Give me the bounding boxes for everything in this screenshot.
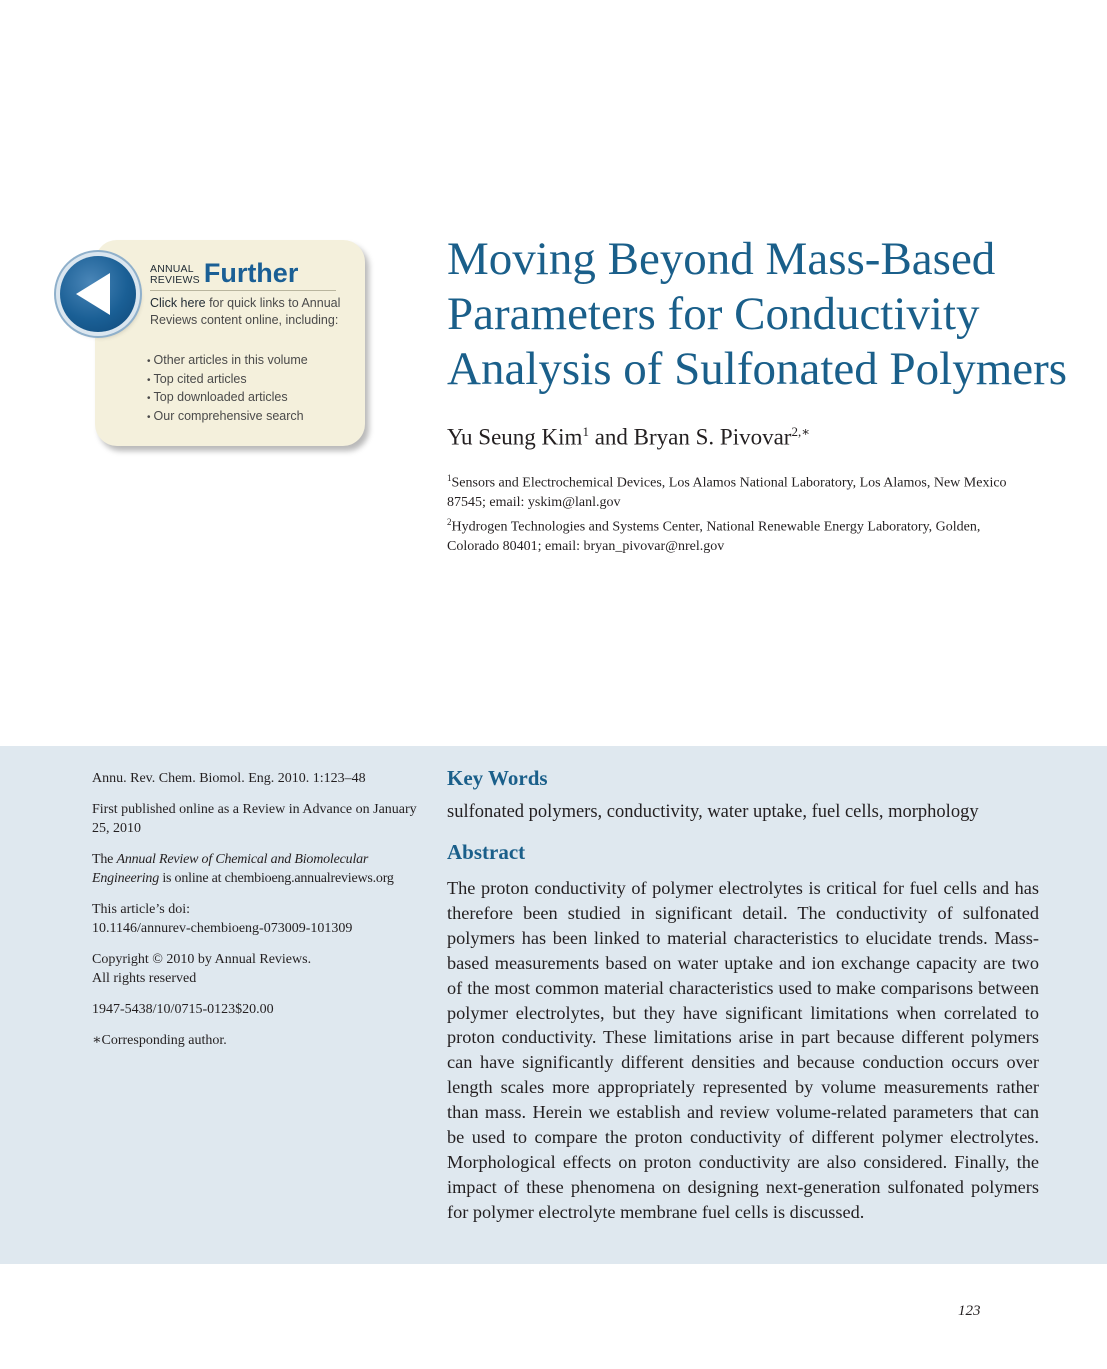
further-label: Further (203, 258, 299, 288)
abstract-text: The proton conductivity of polymer electrolytes is critical for fuel cells and has therefore been studied in significant detail. The conductivity of sulfonated polymers has been linked to material characteristics to elucidate trends. Mass-based measurements based on water uptake and ion exchange capacity are two of the most common material characteristics used to make comparisons between polymer electrolytes, but they have significant limitations when correlated to proton conductivity. These limitations arise in part because different polymers can have significantly different densities and because conduction occurs over length scales more appropriately represented by volume measurements rather than mass. Herein we establish and review volume-related parameters that can be used to compare the proton conductivity of different polymer electrolytes. Morphological effects on proton conductivity are also considered. Finally, the impact of these phenomena on designing next-generation sulfonated polymers for polymer electrolyte membrane fuel cells is discussed. (447, 878, 1039, 1222)
further-link-item[interactable]: • Other articles in this volume (147, 352, 308, 371)
annual-reviews-label: ANNUAL REVIEWS (150, 263, 200, 286)
abstract-heading: Abstract (447, 840, 526, 864)
further-link-item[interactable]: • Top cited articles (147, 371, 308, 390)
corresponding-author-note: ∗Corresponding author. (92, 1033, 227, 1048)
citation: Annu. Rev. Chem. Biomol. Eng. 2010. 1:123–48 (92, 771, 366, 786)
first-published: First published online as a Review in Advance on January 25, 2010 (92, 802, 417, 836)
publication-sidebar (92, 769, 427, 1062)
click-here-link[interactable]: Click here (150, 296, 206, 310)
further-link-item[interactable]: • Our comprehensive search (147, 408, 308, 427)
doi: This article’s doi: 10.1146/annurev-chembioeng-073009-101309 (92, 902, 353, 936)
further-link-item[interactable]: • Top downloaded articles (147, 389, 308, 408)
author-name: Bryan S. Pivovar (633, 424, 792, 450)
affiliation: $^1$Sensors and Electrochemical Devices, Los Alamos National Laboratory, Los Alamos, New Mexico 87545; email: yskim@lanl.gov (447, 473, 1007, 510)
journal-info: The Annual Review of Chemical and Biomolecular Engineering is online at chembioeng.annualreviews.org (92, 852, 394, 886)
further-link-list (147, 352, 308, 426)
page-number: 123 (958, 1303, 981, 1319)
triangle-left-icon (60, 256, 136, 332)
article-title: Moving Beyond Mass-Based Parameters for Conductivity Analysis of Sulfonated Polymers (447, 233, 1068, 395)
copyright: Copyright © 2010 by Annual Reviews. All rights reserved (92, 952, 312, 986)
author-affiliation-mark: 2,∗ (791, 424, 811, 439)
further-description: Click here for quick links to Annual Reviews content online, including: (150, 296, 341, 327)
authors (447, 424, 810, 451)
affiliation: $^2$Hydrogen Technologies and Systems Center, National Renewable Energy Laboratory, Golden, Colorado 80401; email: bryan_pivovar@nrel.gov (447, 517, 981, 554)
further-back-button[interactable] (60, 256, 136, 332)
author-name: Yu Seung Kim (447, 424, 583, 450)
further-divider (150, 290, 336, 291)
author-joiner: and (588, 424, 634, 450)
keywords-text: sulfonated polymers, conductivity, water uptake, fuel cells, morphology (447, 802, 979, 822)
author-affiliation-mark: 1 (582, 424, 589, 439)
keywords-heading: Key Words (447, 766, 548, 790)
further-header (150, 260, 340, 286)
issn: 1947-5438/10/0715-0123$20.00 (92, 1002, 274, 1017)
